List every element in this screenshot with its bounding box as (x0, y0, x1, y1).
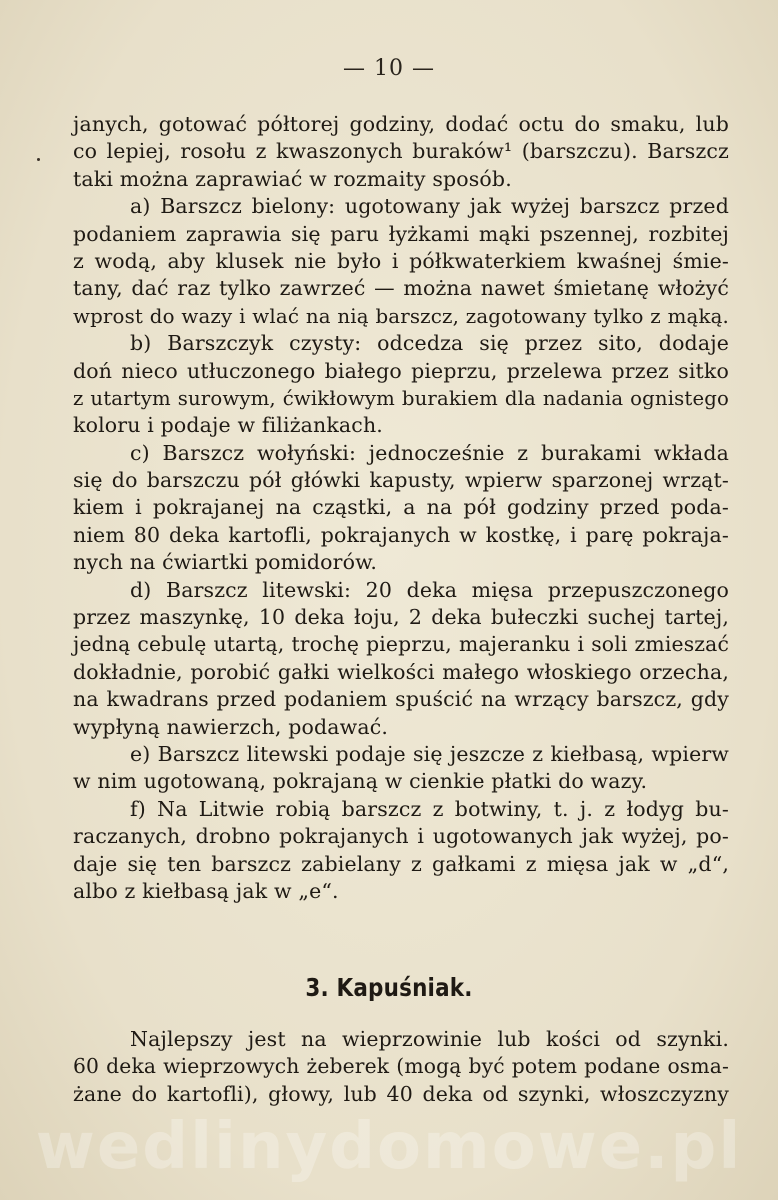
text-line: niem 80 deka kartofli, pokrajanych w kostkę, i parę pokraja- (73, 522, 729, 547)
text-line: co lepiej, rosołu z kwaszonych buraków¹ (barszczu). Barszcz (73, 139, 729, 164)
text-line: nych na ćwiartki pomidorów. (73, 550, 378, 575)
text-line: c) Barszcz wołyński: jednocześnie z burakami wkłada (130, 440, 729, 465)
text-line: d) Barszcz litewski: 20 deka mięsa przepuszczonego (130, 577, 729, 602)
text-line: daje się ten barszcz zabielany z gałkami z mięsa jak w „d“, (73, 851, 729, 876)
text-line: 60 deka wieprzowych żeberek (mogą być potem podane osma- (73, 1054, 729, 1079)
page-number: — 10 — (343, 56, 435, 81)
main-text-block (73, 111, 729, 905)
text-line: janych, gotować półtorej godziny, dodać octu do smaku, lub (73, 112, 729, 136)
text-line: taki można zaprawiać w rozmaity sposób. (73, 166, 512, 191)
section-text-block (73, 1026, 729, 1108)
text-line: a) Barszcz bielony: ugotowany jak wyżej barszcz przed (130, 194, 729, 219)
text-line: się do barszczu pół główki kapusty, wpierw sparzonej wrząt- (73, 468, 729, 493)
text-line: albo z kiełbasą jak w „e“. (73, 878, 339, 903)
text-line: podaniem zaprawia się paru łyżkami mąki pszennej, rozbitej (73, 221, 729, 246)
text-line: z wodą, aby klusek nie było i półkwaterkiem kwaśnej śmie- (73, 248, 729, 273)
text-line: wprost do wazy i wlać na nią barszcz, zagotowany tylko z mąką. (73, 304, 729, 328)
text-line: kiem i pokrajanej na cząstki, a na pół godziny przed poda- (73, 495, 729, 520)
text-line: wypłyną nawierzch, podawać. (73, 714, 389, 739)
text-line: b) Barszczyk czysty: odcedza się przez sito, dodaje (130, 331, 729, 356)
watermark: wedlinydomowe.pl (35, 1110, 743, 1184)
text-line: tany, dać raz tylko zawrzeć — można nawet śmietanę włożyć (73, 276, 729, 301)
text-line: koloru i podaje w filiżankach. (73, 413, 383, 438)
text-line: przez maszynkę, 10 deka łoju, 2 deka bułeczki suchej tartej, (73, 605, 729, 630)
text-line: doń nieco utłuczonego białego pieprzu, przelewa przez sitko (73, 358, 729, 383)
margin-mark (37, 158, 40, 161)
text-line: dokładnie, porobić gałki wielkości małego włoskiego orzecha, (73, 659, 729, 684)
text-line: na kwadrans przed podaniem spuścić na wrzący barszcz, gdy (73, 687, 729, 712)
text-line: e) Barszcz litewski podaje się jeszcze z kiełbasą, wpierw (130, 741, 729, 766)
text-line: f) Na Litwie robią barszcz z botwiny, t. j. z łodyg bu- (130, 796, 729, 821)
text-line: żane do kartofli), głowy, lub 40 deka od szynki, włoszczyzny (73, 1081, 729, 1106)
text-line: raczanych, drobno pokrajanych i ugotowanych jak wyżej, po- (73, 824, 729, 849)
text-line: jedną cebulę utartą, trochę pieprzu, majeranku i soli zmieszać (73, 632, 729, 657)
text-line: w nim ugotowaną, pokrajaną w cienkie płatki do wazy. (73, 769, 648, 794)
section-heading: 3. Kapuśniak. (305, 973, 473, 1002)
text-line: z utartym surowym, ćwikłowym burakiem dla nadania ognistego (73, 386, 729, 410)
text-line: Najlepszy jest na wieprzowinie lub kości od szynki. (130, 1027, 729, 1051)
